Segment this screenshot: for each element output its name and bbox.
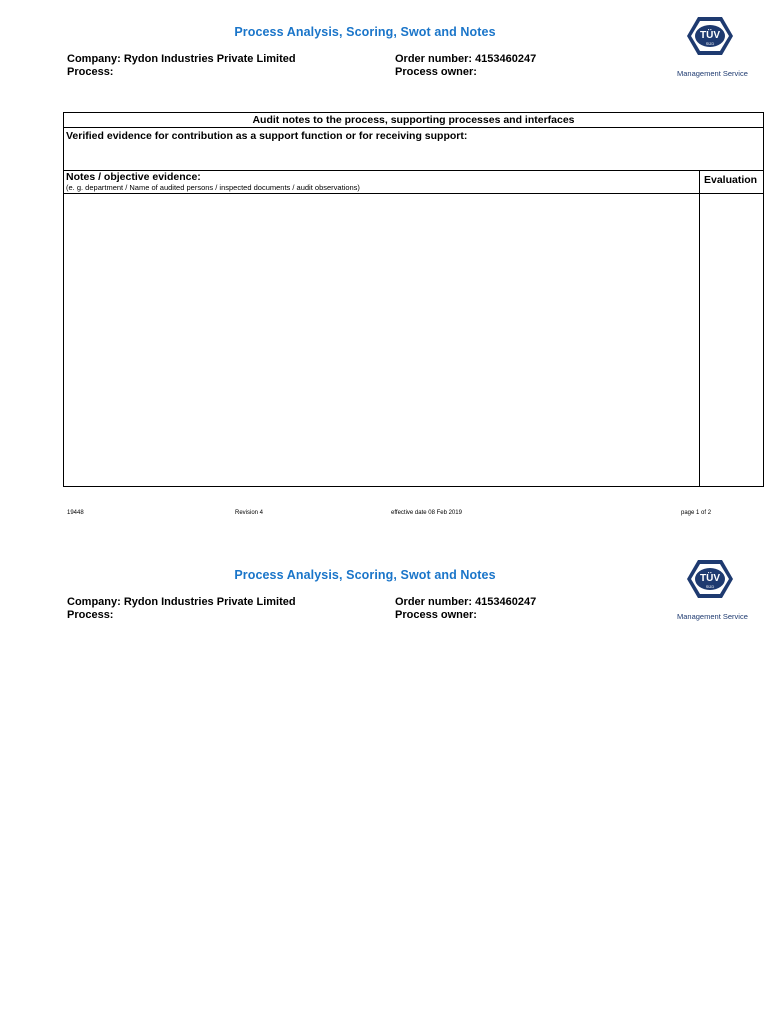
- order-number-label: Order number: 4153460247: [395, 53, 537, 65]
- svg-text:TÜV: TÜV: [700, 30, 720, 41]
- company-label: Company: Rydon Industries Private Limited: [67, 53, 296, 65]
- process-label-2: Process:: [67, 609, 114, 621]
- audit-notes-title: Audit notes to the process, supporting processes and interfaces: [64, 113, 763, 128]
- notes-hint: (e. g. department / Name of audited persons / inspected documents / audit observations): [66, 183, 360, 192]
- tuv-logo: [680, 16, 740, 61]
- effective-date: effective date 08 Feb 2019: [391, 510, 462, 516]
- revision: Revision 4: [235, 510, 264, 516]
- page-title-2: Process Analysis, Scoring, Swot and Notes: [234, 568, 496, 582]
- tuv-logo-icon: [686, 16, 734, 56]
- audit-notes-table: [63, 112, 764, 487]
- notes-label: Notes / objective evidence:: [66, 171, 201, 183]
- page-number: page 1 of 2: [681, 510, 712, 516]
- evaluation-label: Evaluation: [704, 174, 758, 186]
- verified-evidence-label: Verified evidence for contribution as a support function or for receiving support:: [66, 130, 468, 142]
- svg-text:SÜD: SÜD: [705, 41, 715, 46]
- evaluation-column-divider: [699, 170, 700, 486]
- process-owner-label: Process owner:: [395, 66, 477, 78]
- doc-id: 19448: [67, 510, 84, 516]
- tuv-logo-icon-2: [686, 559, 734, 599]
- logo-caption-2: Management Service: [677, 612, 748, 621]
- tuv-logo-2: [680, 559, 740, 604]
- process-label: Process:: [67, 66, 114, 78]
- process-owner-label-2: Process owner:: [395, 609, 477, 621]
- notes-input-area[interactable]: [66, 195, 696, 483]
- notes-header-row: [64, 170, 763, 194]
- svg-text:SÜD: SÜD: [705, 584, 715, 589]
- logo-caption: Management Service: [677, 69, 748, 78]
- page-title: Process Analysis, Scoring, Swot and Notes: [234, 25, 496, 39]
- company-label-2: Company: Rydon Industries Private Limited: [67, 596, 296, 608]
- order-number-label-2: Order number: 4153460247: [395, 596, 537, 608]
- evaluation-input-area[interactable]: [702, 195, 762, 483]
- svg-text:TÜV: TÜV: [700, 573, 720, 584]
